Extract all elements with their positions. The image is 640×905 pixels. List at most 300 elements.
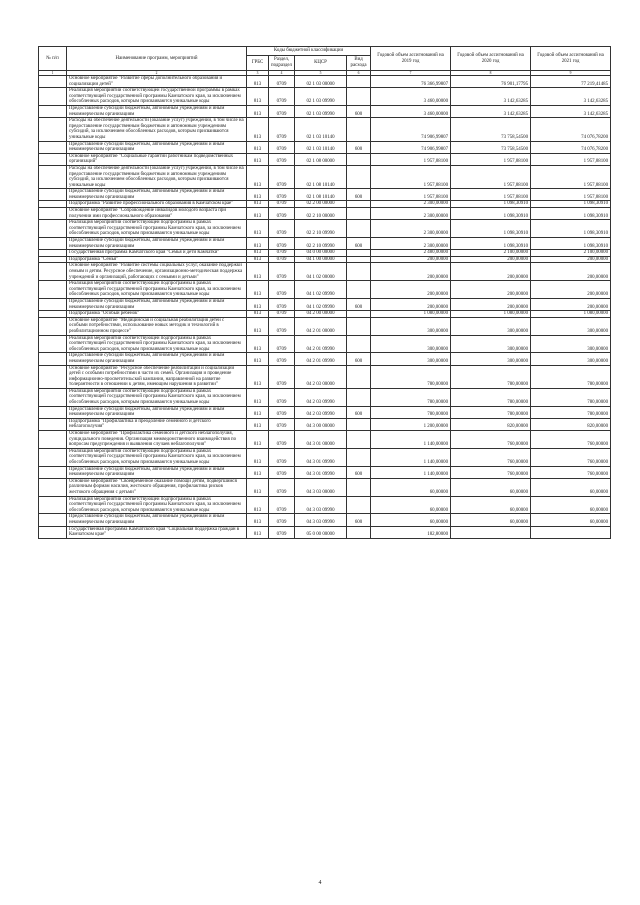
row-kcsr: 02 1 03 09990 — [295, 88, 347, 106]
table-row — [39, 256, 611, 263]
row-kcsr: 02 1 08 00000 — [295, 153, 347, 165]
table-row — [39, 448, 611, 466]
row-number — [39, 335, 67, 353]
row-amount-2021: 1 957,88100 — [531, 189, 611, 201]
header-codes-group: Коды бюджетной классификации — [247, 47, 371, 56]
row-amount-2021: 3 142,63285 — [531, 105, 611, 117]
table-row — [39, 105, 611, 117]
row-grbs: 813 — [247, 298, 269, 310]
row-amount-2020: 76 901,17795 — [451, 76, 531, 88]
row-grbs: 813 — [247, 165, 269, 188]
row-razdel: 0709 — [269, 431, 295, 449]
row-kcsr: 04 0 00 00000 — [295, 250, 347, 257]
row-razdel: 0709 — [269, 263, 295, 281]
row-grbs: 813 — [247, 353, 269, 365]
row-amount-2020: 300,00000 — [451, 353, 531, 365]
row-amount-2020: 300,00000 — [451, 335, 531, 353]
header-vid: Вид расхода — [347, 56, 371, 71]
row-amount-2019: 76 366,99807 — [371, 76, 451, 88]
row-amount-2020: 1 098,30910 — [451, 220, 531, 238]
row-amount-2019: 60,00000 — [371, 514, 451, 526]
row-amount-2021: 1 098,30910 — [531, 201, 611, 208]
table-row — [39, 418, 611, 430]
row-kcsr: 04 3 01 09990 — [295, 448, 347, 466]
row-number — [39, 165, 67, 188]
row-amount-2021: 60,00000 — [531, 478, 611, 496]
row-amount-2021: 1 957,88100 — [531, 153, 611, 165]
row-amount-2020: 760,00000 — [451, 431, 531, 449]
row-number — [39, 238, 67, 250]
row-number — [39, 220, 67, 238]
header-razdel: Раздел, подраздел — [269, 56, 295, 71]
page-number: 4 — [318, 880, 322, 886]
row-grbs: 813 — [247, 220, 269, 238]
col-number: 5 — [295, 71, 347, 76]
row-razdel: 0709 — [269, 189, 295, 201]
row-grbs: 813 — [247, 466, 269, 478]
row-amount-2021: 1 957,88100 — [531, 165, 611, 188]
row-number — [39, 317, 67, 335]
row-razdel: 0709 — [269, 88, 295, 106]
row-razdel: 0709 — [269, 238, 295, 250]
row-number — [39, 514, 67, 526]
row-kcsr: 02 2 00 00000 — [295, 201, 347, 208]
row-kcsr: 04 2 01 00000 — [295, 317, 347, 335]
table-row — [39, 118, 611, 141]
row-amount-2019: 60,00000 — [371, 478, 451, 496]
table-row — [39, 353, 611, 365]
row-grbs: 813 — [247, 526, 269, 538]
row-number — [39, 88, 67, 106]
row-amount-2021: 780,00000 — [531, 365, 611, 388]
header-num: № п/п — [39, 47, 67, 71]
row-vid — [347, 365, 371, 388]
row-grbs: 813 — [247, 76, 269, 88]
row-amount-2021: 60,00000 — [531, 514, 611, 526]
row-amount-2020: 60,00000 — [451, 514, 531, 526]
row-amount-2020: 200,00000 — [451, 281, 531, 299]
row-grbs: 813 — [247, 514, 269, 526]
row-amount-2019: 200,00000 — [371, 256, 451, 263]
row-number — [39, 281, 67, 299]
row-grbs: 813 — [247, 201, 269, 208]
row-grbs: 813 — [247, 281, 269, 299]
row-name: Основное мероприятие "Медицинская и социальная реабилитация детей с особыми потребностями, использование новых методик и технологий в реабилитационном процессе" — [67, 317, 247, 335]
row-vid — [347, 496, 371, 514]
row-amount-2019: 1 957,88100 — [371, 165, 451, 188]
row-vid — [347, 153, 371, 165]
row-vid — [347, 256, 371, 263]
row-razdel: 0709 — [269, 496, 295, 514]
row-name: Предоставление субсидий бюджетным, автономным учреждениям и иным некоммерческим организациям — [67, 466, 247, 478]
row-amount-2019: 300,00000 — [371, 317, 451, 335]
row-name: Предоставление субсидий бюджетным, автономным учреждениям и иным некоммерческим организациям — [67, 514, 247, 526]
row-amount-2021: 200,00000 — [531, 256, 611, 263]
row-amount-2019: 182,80000 — [371, 526, 451, 538]
row-name: Основное мероприятие "Сопровождение инвалидов молодого возраста при получении ими профессионального образования" — [67, 208, 247, 220]
row-razdel: 0709 — [269, 76, 295, 88]
row-vid: 600 — [347, 514, 371, 526]
row-vid — [347, 220, 371, 238]
row-vid — [347, 388, 371, 406]
row-number — [39, 189, 67, 201]
row-vid: 600 — [347, 105, 371, 117]
row-amount-2020: 1 098,30910 — [451, 208, 531, 220]
row-name: Основное мероприятие "Своевременное оказание помощи детям, подвергшимся различным формам насилия, жестокого обращения, профилактика рисков жестокого обращения с детьми" — [67, 478, 247, 496]
row-amount-2019: 74 906,99807 — [371, 141, 451, 153]
row-amount-2020: 1 957,88100 — [451, 189, 531, 201]
row-amount-2020: 1 098,30910 — [451, 238, 531, 250]
row-grbs: 813 — [247, 335, 269, 353]
row-amount-2021 — [531, 526, 611, 538]
row-amount-2019: 1 200,00000 — [371, 418, 451, 430]
row-amount-2019: 780,00000 — [371, 406, 451, 418]
row-vid: 600 — [347, 298, 371, 310]
row-grbs: 813 — [247, 478, 269, 496]
row-amount-2020: 780,00000 — [451, 388, 531, 406]
row-razdel: 0709 — [269, 298, 295, 310]
row-razdel: 0709 — [269, 388, 295, 406]
row-number — [39, 201, 67, 208]
row-amount-2021: 60,00000 — [531, 496, 611, 514]
row-number — [39, 496, 67, 514]
row-amount-2019: 2 300,00000 — [371, 201, 451, 208]
row-razdel: 0709 — [269, 406, 295, 418]
row-vid — [347, 431, 371, 449]
row-kcsr: 04 1 02 09990 — [295, 281, 347, 299]
row-amount-2020: 60,00000 — [451, 496, 531, 514]
row-name: Реализация мероприятий соответствующей государственной программы в рамках соответствующей государственной программы Камчатского края, за исключением обособленных расходов, которым присваиваются уникальные коды — [67, 88, 247, 106]
row-grbs: 813 — [247, 317, 269, 335]
row-kcsr: 04 1 02 00000 — [295, 263, 347, 281]
table-row — [39, 335, 611, 353]
row-amount-2019: 2 300,00000 — [371, 208, 451, 220]
row-razdel: 0709 — [269, 317, 295, 335]
row-number — [39, 388, 67, 406]
col-number: 7 — [371, 71, 451, 76]
row-kcsr: 04 2 01 09990 — [295, 335, 347, 353]
table-row — [39, 208, 611, 220]
row-amount-2020: 760,00000 — [451, 466, 531, 478]
row-vid — [347, 418, 371, 430]
row-amount-2019: 200,00000 — [371, 281, 451, 299]
table-row — [39, 76, 611, 88]
row-razdel: 0709 — [269, 281, 295, 299]
row-razdel: 0709 — [269, 526, 295, 538]
header-name: Наименование программ, мероприятий — [67, 47, 247, 71]
row-razdel: 0709 — [269, 141, 295, 153]
row-amount-2019: 300,00000 — [371, 335, 451, 353]
row-amount-2020: 820,00000 — [451, 418, 531, 430]
row-razdel: 0709 — [269, 220, 295, 238]
row-razdel: 0709 — [269, 118, 295, 141]
row-kcsr: 04 1 02 09990 — [295, 298, 347, 310]
row-vid: 600 — [347, 406, 371, 418]
row-number — [39, 353, 67, 365]
row-number — [39, 466, 67, 478]
row-name: Государственная программа Камчатского края "Семья и дети Камчатки" — [67, 250, 247, 257]
row-razdel: 0709 — [269, 353, 295, 365]
row-kcsr: 04 3 00 00000 — [295, 418, 347, 430]
table-row — [39, 466, 611, 478]
row-amount-2020: 1 957,88100 — [451, 165, 531, 188]
row-vid — [347, 478, 371, 496]
row-razdel: 0709 — [269, 335, 295, 353]
table-row — [39, 220, 611, 238]
row-kcsr: 04 3 03 09990 — [295, 514, 347, 526]
table-row — [39, 141, 611, 153]
row-number — [39, 478, 67, 496]
table-row — [39, 317, 611, 335]
row-grbs: 813 — [247, 153, 269, 165]
row-number — [39, 526, 67, 538]
row-number — [39, 431, 67, 449]
table-row — [39, 496, 611, 514]
row-kcsr: 02 1 08 10140 — [295, 189, 347, 201]
row-vid — [347, 208, 371, 220]
row-amount-2020: 780,00000 — [451, 406, 531, 418]
row-razdel: 0709 — [269, 208, 295, 220]
row-name: Государственная программа Камчатского края "Социальная поддержка граждан в Камчатском крае" — [67, 526, 247, 538]
col-number: 1 — [39, 71, 67, 76]
row-amount-2021: 74 076,78200 — [531, 141, 611, 153]
row-amount-2021: 2 100,00000 — [531, 250, 611, 257]
row-amount-2020: 1 957,88100 — [451, 153, 531, 165]
row-amount-2019: 1 140,00000 — [371, 466, 451, 478]
row-amount-2021: 760,00000 — [531, 466, 611, 478]
row-amount-2021: 760,00000 — [531, 431, 611, 449]
table-row — [39, 478, 611, 496]
row-amount-2019: 300,00000 — [371, 353, 451, 365]
header-year-2019: Годовой объем ассигнований на 2019 год — [371, 47, 451, 71]
row-kcsr: 02 2 10 00000 — [295, 208, 347, 220]
row-name: Предоставление субсидий бюджетным, автономным учреждениям и иным некоммерческим организациям — [67, 238, 247, 250]
row-amount-2019: 2 300,00000 — [371, 238, 451, 250]
row-number — [39, 256, 67, 263]
col-number: 8 — [451, 71, 531, 76]
row-vid — [347, 250, 371, 257]
row-grbs: 813 — [247, 448, 269, 466]
row-amount-2020: 3 142,63285 — [451, 105, 531, 117]
row-vid — [347, 88, 371, 106]
table-row — [39, 298, 611, 310]
header-kcsr: КЦСР — [295, 56, 347, 71]
col-number: 4 — [269, 71, 295, 76]
row-amount-2021: 200,00000 — [531, 298, 611, 310]
row-amount-2021: 300,00000 — [531, 317, 611, 335]
row-amount-2021: 200,00000 — [531, 281, 611, 299]
row-amount-2019: 1 957,88100 — [371, 153, 451, 165]
row-name: Реализация мероприятий соответствующей подпрограммы в рамках соответствующей государственной программы Камчатского края, за исключением обособленных расходов, которым присваиваются уникальные коды — [67, 281, 247, 299]
row-kcsr: 02 1 08 10140 — [295, 165, 347, 188]
row-kcsr: 04 3 01 09990 — [295, 466, 347, 478]
table-row — [39, 201, 611, 208]
row-vid — [347, 317, 371, 335]
row-kcsr: 02 1 03 10140 — [295, 141, 347, 153]
row-amount-2021: 780,00000 — [531, 388, 611, 406]
row-amount-2021: 1 098,30910 — [531, 208, 611, 220]
row-amount-2021: 780,00000 — [531, 406, 611, 418]
row-vid — [347, 118, 371, 141]
row-number — [39, 118, 67, 141]
row-grbs: 813 — [247, 238, 269, 250]
row-number — [39, 406, 67, 418]
row-amount-2021: 200,00000 — [531, 263, 611, 281]
row-number — [39, 448, 67, 466]
row-number — [39, 365, 67, 388]
row-name: Расходы на обеспечение деятельности (оказание услуг) учреждений, в том числе на предоставление государственным бюджетным и автономным учреждениям субсидий, за исключением обособленных расходов, которым присваиваются уникальные коды — [67, 165, 247, 188]
row-amount-2019: 780,00000 — [371, 388, 451, 406]
row-amount-2019: 1 140,00000 — [371, 431, 451, 449]
row-vid: 600 — [347, 466, 371, 478]
row-amount-2020: 200,00000 — [451, 298, 531, 310]
row-amount-2020: 73 758,54500 — [451, 141, 531, 153]
row-grbs: 813 — [247, 388, 269, 406]
row-grbs: 813 — [247, 311, 269, 318]
row-razdel: 0709 — [269, 478, 295, 496]
row-razdel: 0709 — [269, 448, 295, 466]
row-amount-2020: 200,00000 — [451, 263, 531, 281]
row-name: Основное мероприятие "Развитие системы социальных услуг, оказание поддержки семьям и детям. Ресурсное обеспечение, организационно-методическая поддержка учреждений и организаций, работающих с семьями и детьми" — [67, 263, 247, 281]
table-row — [39, 406, 611, 418]
row-name: Предоставление субсидий бюджетным, автономным учреждениям и иным некоммерческим организациям — [67, 141, 247, 153]
row-amount-2019: 2 300,00000 — [371, 220, 451, 238]
row-grbs: 813 — [247, 88, 269, 106]
row-amount-2019: 200,00000 — [371, 298, 451, 310]
row-amount-2020: 3 142,63285 — [451, 88, 531, 106]
row-vid — [347, 448, 371, 466]
row-number — [39, 208, 67, 220]
col-number: 3 — [247, 71, 269, 76]
row-razdel: 0709 — [269, 311, 295, 318]
row-name: Основное мероприятие "Социальные гарантии работникам подведомственных организаций" — [67, 153, 247, 165]
col-number: 2 — [67, 71, 247, 76]
header-grbs: ГРБС — [247, 56, 269, 71]
row-name: Предоставление субсидий бюджетным, автономным учреждениям и иным некоммерческим организациям — [67, 298, 247, 310]
col-number: 6 — [347, 71, 371, 76]
row-vid — [347, 311, 371, 318]
table-body — [39, 76, 611, 539]
row-grbs: 813 — [247, 250, 269, 257]
budget-table — [38, 46, 611, 539]
budget-table-page — [38, 46, 610, 539]
row-kcsr: 05 0 00 00000 — [295, 526, 347, 538]
row-razdel: 0709 — [269, 105, 295, 117]
row-name: Реализация мероприятий соответствующей подпрограммы в рамках соответствующей государственной программы Камчатского края, за исключением обособленных расходов, которым присваиваются уникальные коды — [67, 220, 247, 238]
row-vid — [347, 165, 371, 188]
row-amount-2020: 200,00000 — [451, 256, 531, 263]
row-grbs: 813 — [247, 496, 269, 514]
table-row — [39, 153, 611, 165]
row-grbs: 813 — [247, 365, 269, 388]
row-amount-2020: 2 100,00000 — [451, 250, 531, 257]
row-grbs: 813 — [247, 189, 269, 201]
row-razdel: 0709 — [269, 201, 295, 208]
row-amount-2019: 200,00000 — [371, 263, 451, 281]
row-name: Предоставление субсидий бюджетным, автономным учреждениям и иным некоммерческим организациям — [67, 353, 247, 365]
row-name: Реализация мероприятий соответствующей подпрограммы в рамках соответствующей государственной программы Камчатского края, за исключением обособленных расходов, которым присваиваются уникальные коды — [67, 388, 247, 406]
row-vid — [347, 335, 371, 353]
row-amount-2020: 73 758,54500 — [451, 118, 531, 141]
col-number: 9 — [531, 71, 611, 76]
row-amount-2019: 60,00000 — [371, 496, 451, 514]
row-razdel: 0709 — [269, 418, 295, 430]
row-vid — [347, 263, 371, 281]
row-kcsr: 02 2 10 09990 — [295, 220, 347, 238]
row-vid: 600 — [347, 189, 371, 201]
row-amount-2021: 1 098,30910 — [531, 220, 611, 238]
row-name: Подпрограмма "Профилактика и преодоление семейного и детского неблагополучия" — [67, 418, 247, 430]
row-razdel: 0709 — [269, 514, 295, 526]
table-row — [39, 365, 611, 388]
row-kcsr: 04 1 00 00000 — [295, 256, 347, 263]
row-kcsr: 04 3 03 00000 — [295, 478, 347, 496]
row-kcsr: 04 2 03 09990 — [295, 388, 347, 406]
row-name: Подпрограмма "Семья" — [67, 256, 247, 263]
row-amount-2019: 3 460,00000 — [371, 88, 451, 106]
row-vid — [347, 76, 371, 88]
row-name: Реализация мероприятий соответствующей подпрограммы в рамках соответствующей государственной программы Камчатского края, за исключением обособленных расходов, которым присваиваются уникальные коды — [67, 448, 247, 466]
row-grbs: 813 — [247, 263, 269, 281]
row-amount-2020: 300,00000 — [451, 317, 531, 335]
table-row — [39, 281, 611, 299]
row-name: Подпрограмма "Развитие профессионального образования в Камчатском крае" — [67, 201, 247, 208]
row-number — [39, 105, 67, 117]
row-kcsr: 02 1 03 00000 — [295, 76, 347, 88]
row-number — [39, 418, 67, 430]
row-razdel: 0709 — [269, 250, 295, 257]
row-grbs: 813 — [247, 431, 269, 449]
row-amount-2021: 77 219,41485 — [531, 76, 611, 88]
row-name: Основное мероприятие "Ресурсное обеспечение реабилитации и социализации детей с особыми потребностями в части их семей. Организация и проведение информационно-просветительской кампании, направленной на развитие толерантности в отношении к детям, имеющим нарушения в развитии" — [67, 365, 247, 388]
row-name: Предоставление субсидий бюджетным, автономным учреждениям и иным некоммерческим организациям — [67, 189, 247, 201]
row-razdel: 0709 — [269, 256, 295, 263]
row-vid: 600 — [347, 353, 371, 365]
table-row — [39, 238, 611, 250]
row-number — [39, 141, 67, 153]
row-amount-2021: 300,00000 — [531, 335, 611, 353]
row-kcsr: 02 1 03 09990 — [295, 105, 347, 117]
row-amount-2020: 760,00000 — [451, 448, 531, 466]
row-amount-2021: 1 098,30910 — [531, 238, 611, 250]
row-kcsr: 04 2 03 09990 — [295, 406, 347, 418]
row-number — [39, 250, 67, 257]
row-razdel: 0709 — [269, 153, 295, 165]
row-grbs: 813 — [247, 256, 269, 263]
row-number — [39, 76, 67, 88]
row-kcsr: 02 1 03 10140 — [295, 118, 347, 141]
row-grbs: 813 — [247, 406, 269, 418]
table-row — [39, 431, 611, 449]
row-amount-2019: 74 906,99807 — [371, 118, 451, 141]
table-row — [39, 388, 611, 406]
row-name: Реализация мероприятий соответствующей подпрограммы в рамках соответствующей государственной программы Камчатского края, за исключением обособленных расходов, которым присваиваются уникальные коды — [67, 496, 247, 514]
row-razdel: 0709 — [269, 165, 295, 188]
row-name: Расходы на обеспечение деятельности (оказание услуг) учреждений, в том числе на предоставление государственным бюджетным и автономным учреждениям субсидий, за исключением обособленных расходов, которым присваиваются уникальные коды — [67, 118, 247, 141]
row-amount-2019: 780,00000 — [371, 365, 451, 388]
row-kcsr: 04 2 01 09990 — [295, 353, 347, 365]
header-year-2020: Годовой объем ассигнований на 2020 год — [451, 47, 531, 71]
row-razdel: 0709 — [269, 365, 295, 388]
table-row — [39, 165, 611, 188]
row-name: Предоставление субсидий бюджетным, автономным учреждениям и иным некоммерческим организациям — [67, 406, 247, 418]
row-amount-2019: 1 140,00000 — [371, 448, 451, 466]
row-amount-2020: 780,00000 — [451, 365, 531, 388]
row-amount-2019: 1 080,00000 — [371, 311, 451, 318]
table-row — [39, 311, 611, 318]
row-number — [39, 298, 67, 310]
header-year-2021: Годовой объем ассигнований на 2021 год — [531, 47, 611, 71]
